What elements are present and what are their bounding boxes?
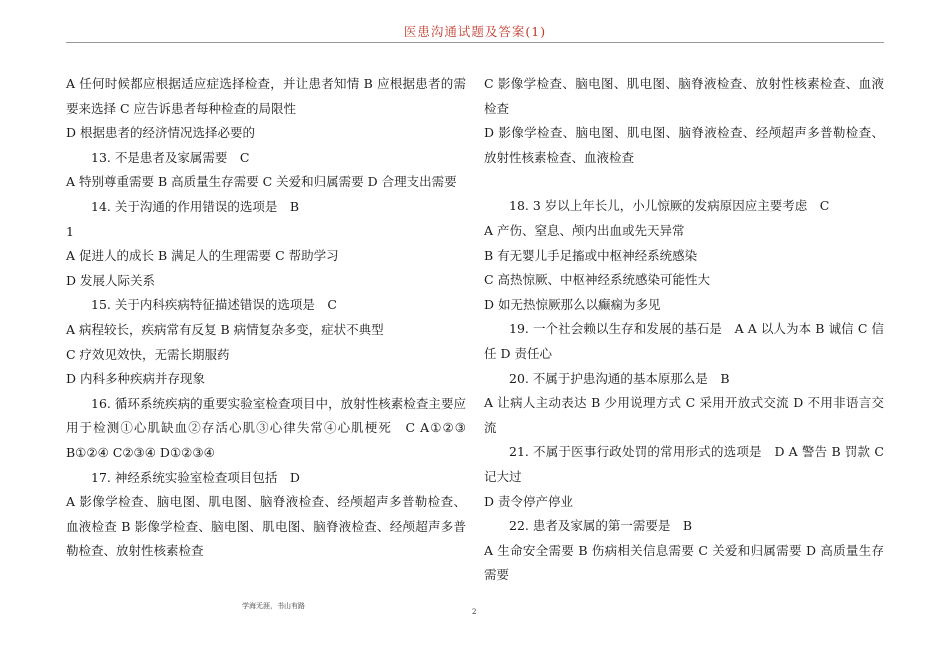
answer-text: C 影像学检查、脑电图、肌电图、脑脊液检查、放射性核素检查、血液检查 xyxy=(484,76,884,116)
answer-text: A 生命安全需要 B 伤病相关信息需要 C 关爱和归属需要 D 高质量生存需要 xyxy=(484,542,884,583)
question-text: 20. 不属于护患沟通的基本原那么是 B xyxy=(509,370,730,386)
answer-text: D 责令停产停业 xyxy=(484,493,573,509)
answer-text: C 高热惊厥、中枢神经系统感染可能性大 xyxy=(484,272,711,288)
question-text: 22. 患者及家属的第一需要是 B xyxy=(509,518,693,534)
answer-text: 1 xyxy=(66,223,74,239)
question-text: 13. 不是患者及家属需要 C xyxy=(91,149,250,165)
answer-text: B 有无婴儿手足搐或中枢神经系统感染 xyxy=(484,247,698,263)
question-text: 21. 不属于医事行政处罚的常用形式的选项是 D A 警告 B 罚款 C 记大过 xyxy=(484,444,884,484)
document-title: 医患沟通试题及答案(1) xyxy=(403,24,547,39)
question-text: 19. 一个社会赖以生存和发展的基石是 A A 以人为本 B 诚信 C 信任 D 责任心 xyxy=(484,321,884,361)
answer-text: A 产伤、窒息、颅内出血或先天异常 xyxy=(484,222,685,238)
question-text: 18. 3 岁以上年长儿，小儿惊厥的发病原因应主要考虑 C xyxy=(509,198,830,214)
footer-motto: 学海无涯，书山有路 xyxy=(242,602,305,610)
answer-text: A 影像学检查、脑电图、肌电图、脑脊液检查、经颅超声多普勒检查、血液检查 B 影像学检查、脑电图、肌电图、脑脊液检查、经颅超声多普勒检查、放射性核素检查 xyxy=(66,494,466,559)
answer-text: A 病程较长，疾病常有反复 B 病情复杂多变，症状不典型 xyxy=(66,321,384,337)
page-number: 2 xyxy=(472,608,477,616)
answer-text: A 特别尊重需要 B 高质量生存需要 C 关爱和归属需要 D 合理支出需要 xyxy=(66,174,457,190)
left-column xyxy=(66,72,466,564)
answer-text: D 发展人际关系 xyxy=(66,272,155,288)
answer-text: D 内科多种疾病并存现象 xyxy=(66,371,205,387)
question-text: 15. 关于内科疾病特征描述错误的选项是 C xyxy=(91,297,337,313)
question-text: 16. 循环系统疾病的重要实验室检查项目中，放射性核素检查主要应用于检测①心肌缺血②存活心肌③心律失常④心肌梗死 C A①②③ B①②④ C②③④ D①②③④ xyxy=(66,395,466,460)
answer-text: D 根据患者的经济情况选择必要的 xyxy=(66,125,255,141)
answer-text: A 任何时候都应根据适应症选择检查，并让患者知情 B 应根据患者的需要来选择 C 应告诉患者每种检查的局限性 xyxy=(66,76,466,116)
right-column xyxy=(484,72,884,588)
answer-text: A 让病人主动表达 B 少用说理方式 C 采用开放式交流 D 不用非语言交流 xyxy=(484,395,884,435)
answer-text: C 疗效见效快，无需长期服药 xyxy=(66,346,230,362)
question-text: 14. 关于沟通的作用错误的选项是 B xyxy=(91,198,300,214)
answer-text: D 影像学检查、脑电图、肌电图、脑脊液检查、经颅超声多普勒检查、放射性核素检查、血液检查 xyxy=(484,125,884,165)
answer-text: D 如无热惊厥那么以癫痫为多见 xyxy=(484,296,661,312)
question-text: 17. 神经系统实验室检查项目包括 D xyxy=(91,469,300,485)
answer-text: A 促进人的成长 B 满足人的生理需要 C 帮助学习 xyxy=(66,248,339,264)
header-divider xyxy=(66,42,884,43)
